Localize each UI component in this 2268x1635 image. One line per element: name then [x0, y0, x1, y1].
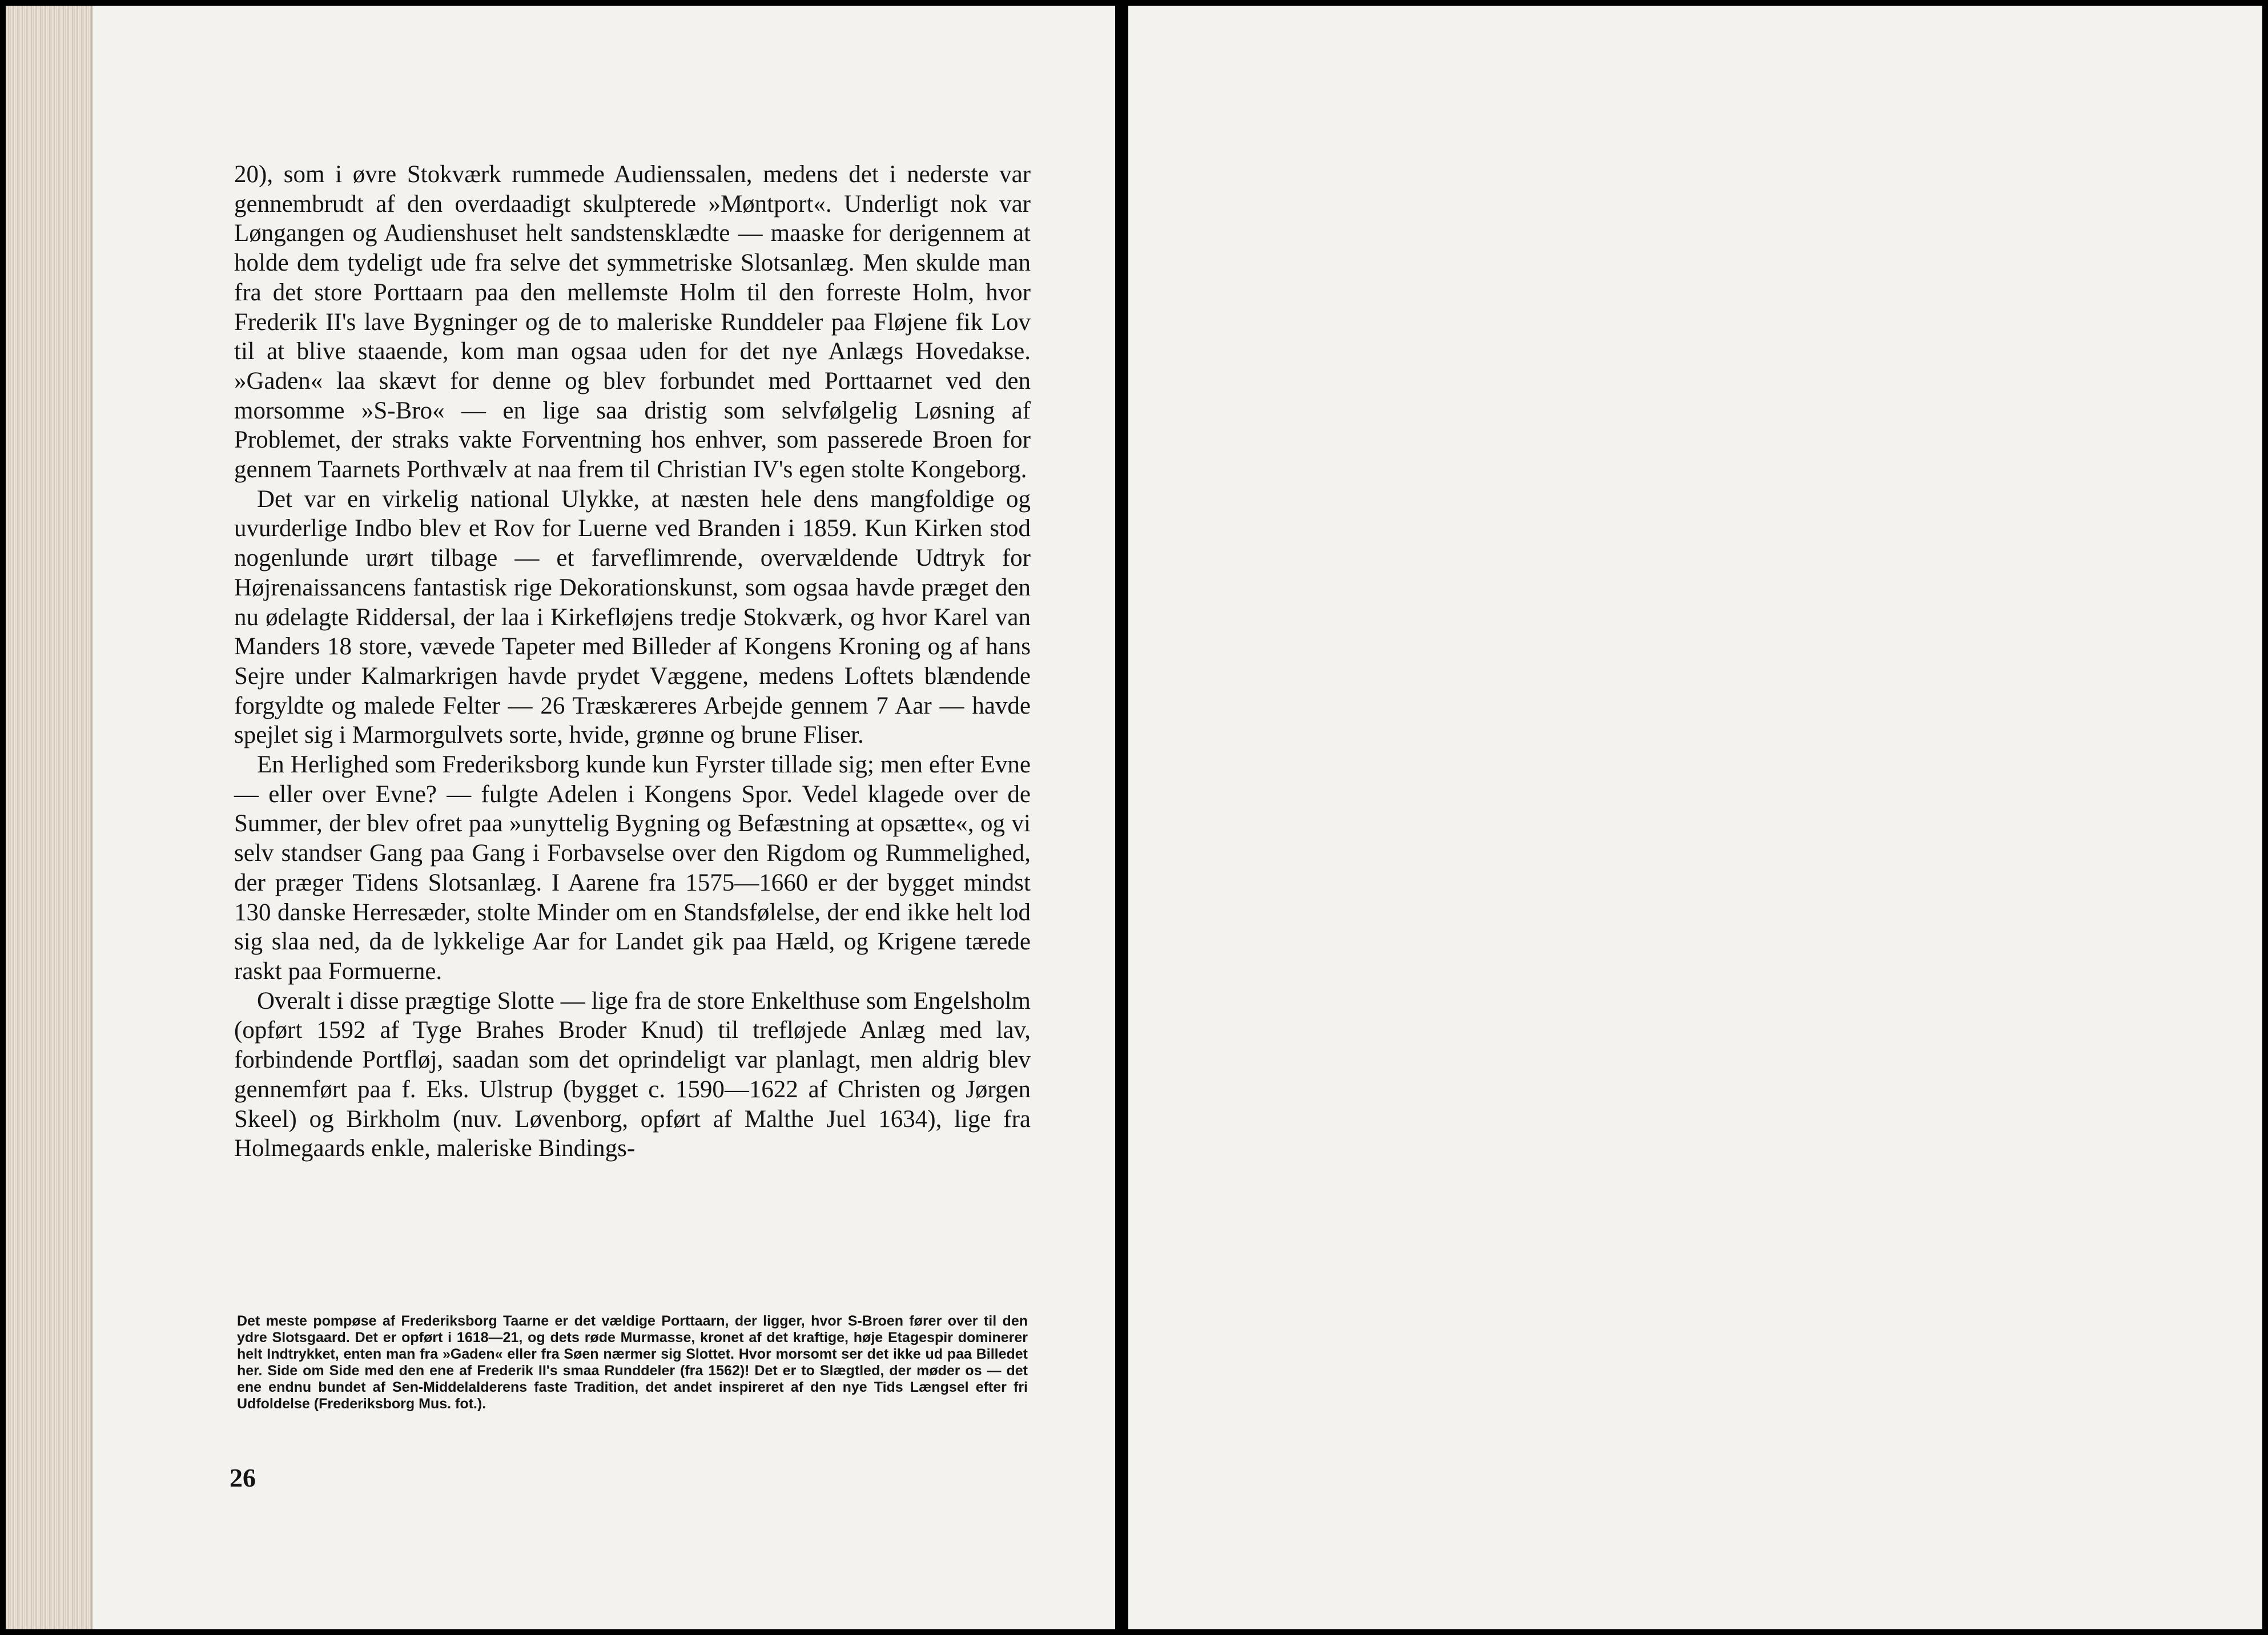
body-text: [234, 160, 1031, 1163]
paragraph: Det var en virkelig national Ulykke, at næsten hele dens mangfoldige og uvurderlige Indbo blev et Rov for Luerne ved Branden i 1859. Kun Kirken stod nogenlunde urørt tilbage — et farveflimrende, overvældende Udtryk for Højrenaissancens fantastisk rige Dekorationskunst, som ogsaa havde præget den nu ødelagte Riddersal, der laa i Kirkefløjens tredje Stokværk, og hvor Karel van Manders 18 store, vævede Tapeter med Billeder af Kongens Kroning og af hans Sejre under Kalmarkrigen havde prydet Væggene, medens Loftets blændende forgyldte og malede Felter — 26 Træskæreres Arbejde gennem 7 Aar — havde spejlet sig i Marmorgulvets sorte, hvide, grønne og brune Fliser.: [234, 485, 1031, 749]
page-number: 26: [230, 1463, 256, 1492]
footnote: Det meste pompøse af Frederiksborg Taarne er det vældige Porttaarn, der ligger, hvor S-Broen fører over til den ydre Slotsgaard. Det er opført i 1618—21, og dets røde Murmasse, kronet af det kraftige, høje Etagespir dominerer helt Indtrykket, enten man fra »Gaden« eller fra Søen nærmer sig Slottet. Hvor morsomt ser det ikke ud paa Billedet her. Side om Side med den ene af Frederik II's smaa Runddeler (fra 1562)! Det er to Slægtled, der møder os — det ene endnu bundet af Sen-Middelalderens faste Tradition, det andet inspireret af den nye Tids Længsel efter fri Udfoldelse (Frederiksborg Mus. fot.).: [237, 1313, 1028, 1412]
page-edges: [6, 6, 93, 1629]
paragraph: 20), som i øvre Stokværk rummede Audienssalen, medens det i nederste var gennembrudt af den overdaadigt skulpterede »Møntport«. Underligt nok var Løngangen og Audienshuset helt sandstensklædte — maaske for derigennem at holde dem tydeligt ude fra selve det symmetriske Slotsanlæg. Men skulde man fra det store Porttaarn paa den mellemste Holm til den forreste Holm, hvor Frederik II's lave Bygninger og de to maleriske Runddeler paa Fløjene fik Lov til at blive staaende, kom man ogsaa uden for det nye Anlægs Hovedakse. »Gaden« laa skævt for denne og blev forbundet med Porttaarnet ved den morsomme »S-Bro« — en lige saa dristig som selvfølgelig Løsning af Problemet, der straks vakte Forventning hos enhver, som passerede Broen for gennem Taarnets Porthvælv at naa frem til Christian IV's egen stolte Kongeborg.: [234, 161, 1031, 484]
paragraph: Overalt i disse prægtige Slotte — lige fra de store Enkelthuse som Engelsholm (opført 1592 af Tyge Brahes Broder Knud) til trefløjede Anlæg med lav, forbindende Portfløj, saadan som det oprindeligt var planlagt, men aldrig blev gennemført paa f. Eks. Ulstrup (bygget c. 1590—1622 af Christen og Jørgen Skeel) og Birkholm (nuv. Løvenborg, opført af Malthe Juel 1634), lige fra Holmegaards enkle, maleriske Bindings-: [234, 987, 1031, 1162]
paragraph: En Herlighed som Frederiksborg kunde kun Fyrster tillade sig; men efter Evne — eller over Evne? — fulgte Adelen i Kongens Spor. Vedel klagede over de Summer, der blev ofret paa »unyttelig Bygning og Befæstning at opsætte«, og vi selv standser Gang paa Gang i Forbavselse over den Rigdom og Rummelighed, der præger Tidens Slotsanlæg. I Aarene fra 1575—1660 er der bygget mindst 130 danske Herresæder, stolte Minder om en Standsfølelse, der end ikke helt lod sig slaa ned, da de lykkelige Aar for Landet gik paa Hæld, og Krigene tærede raskt paa Formuerne.: [234, 751, 1031, 985]
right-page: [1128, 6, 2262, 1629]
left-page: [6, 6, 1115, 1629]
